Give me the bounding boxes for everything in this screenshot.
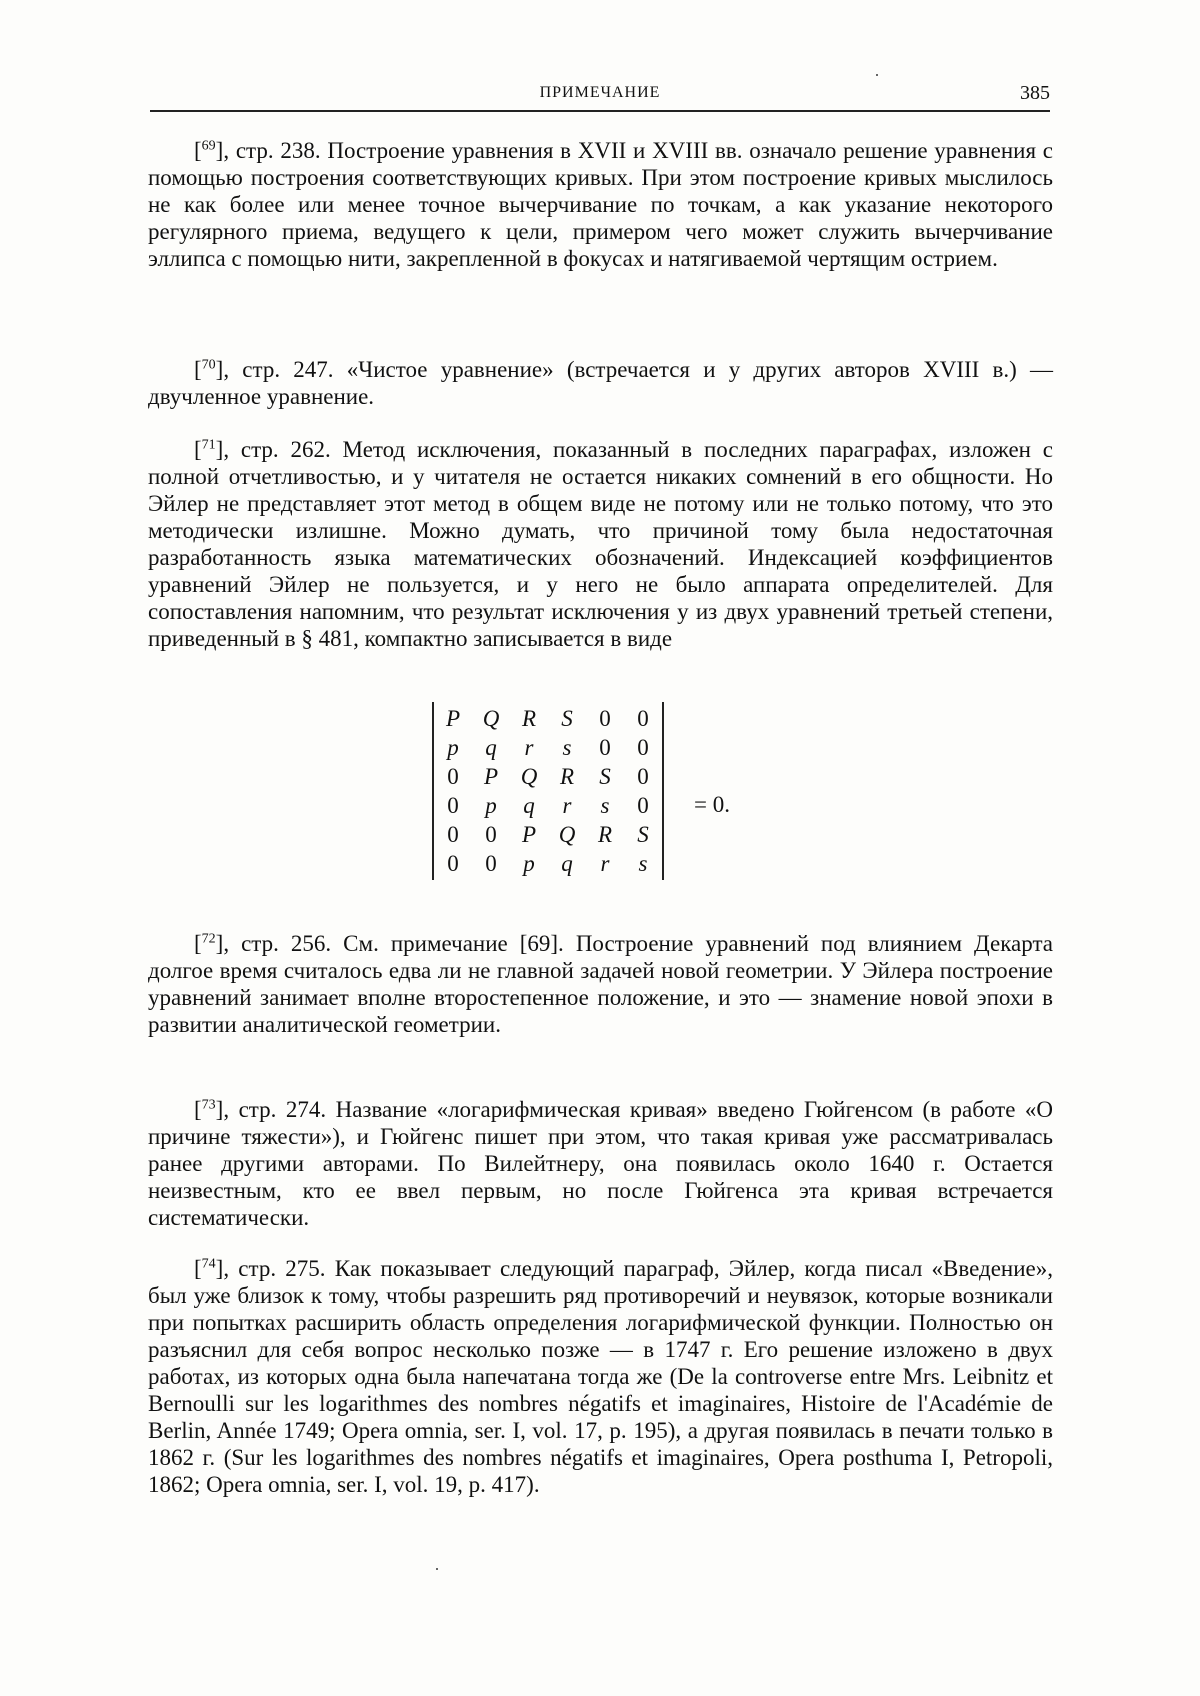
determinant-cell: q bbox=[472, 735, 510, 761]
determinant-cell: R bbox=[510, 706, 548, 732]
determinant-cell: Q bbox=[548, 822, 586, 848]
page-number: 385 bbox=[1020, 82, 1050, 105]
note-74 bbox=[148, 1255, 1053, 1498]
determinant-cell: S bbox=[586, 764, 624, 790]
note-text: Метод исключения, показанный в последних параграфах, изложен с полной отчетливостью, и у читателя не остается никаких сомнений в его общности. Но Эйлер не представляет этот метод в общем виде не потому или не только потому, что это методически излишне. Можно думать, что причиной тому была недостаточная разработанность языка математических обозначений. Индексацией коэффициентов уравнений Эйлер не пользуется, и у него не было аппарата определителей. Для сопоставления напомним, что результат исключения y из двух уравнений третьей степени, приведенный в § 481, компактно записывается в виде bbox=[148, 437, 1053, 651]
determinant-cell: s bbox=[548, 735, 586, 761]
page-header bbox=[150, 82, 1050, 112]
note-page-ref: , стр. 256. bbox=[223, 931, 331, 956]
note-page-ref: , стр. 247. bbox=[223, 357, 333, 382]
determinant-cell: 0 bbox=[624, 764, 662, 790]
determinant-cell: p bbox=[434, 735, 472, 761]
determinant-cell: P bbox=[510, 822, 548, 848]
determinant-cell: s bbox=[586, 793, 624, 819]
determinant-cell: r bbox=[548, 793, 586, 819]
determinant-cell: q bbox=[510, 793, 548, 819]
note-number: 74 bbox=[202, 1256, 216, 1271]
determinant-cell: 0 bbox=[434, 793, 472, 819]
determinant-cell: 0 bbox=[586, 735, 624, 761]
note-72 bbox=[148, 930, 1053, 1038]
determinant-equals: = 0. bbox=[694, 792, 730, 818]
determinant-cell: r bbox=[586, 851, 624, 877]
determinant-row bbox=[434, 791, 662, 820]
determinant-cell: 0 bbox=[434, 851, 472, 877]
note-text: Название «логарифмическая кривая» введено Гюйгенсом (в работе «О причине тяжести»), и Гюйгенс пишет при этом, что такая кривая уже рассматривалась ранее другими авторами. По Вилейтнеру, она появилась около 1640 г. Остается неизвестным, кто ее ввел первым, но после Гюйгенса эта кривая встречается систематически. bbox=[148, 1097, 1053, 1230]
note-71 bbox=[148, 436, 1053, 652]
determinant-cell: q bbox=[548, 851, 586, 877]
determinant-row bbox=[434, 820, 662, 849]
determinant-cell: P bbox=[472, 764, 510, 790]
determinant-cell: p bbox=[472, 793, 510, 819]
note-ref: [69], стр. 238. bbox=[194, 138, 321, 163]
note-page-ref: , стр. 274. bbox=[223, 1097, 326, 1122]
note-ref: [72], стр. 256. bbox=[194, 931, 331, 956]
note-text: Как показывает следующий параграф, Эйлер, когда писал «Введение», был уже близок к тому, чтобы разрешить ряд противоречий и неувязок, которые возникали при попытках расширить область определения логарифмической функции. Полностью он разъяснил для себя вопрос несколько позже — в 1747 г. Его решение изложено в двух работах, из которых одна была напечатана тогда же (De la controverse entre Mrs. Leibnitz et Bernoulli sur les logarithmes des nombres négatifs et imaginaires, Histoire de l'Académie de Berlin, Année 1749; Opera omnia, ser. I, vol. 17, p. 195), а другая появилась в печати только в 1862 г. (Sur les logarithmes des nombres négatifs et imaginaires, Opera posthuma I, Petropoli, 1862; Opera omnia, ser. I, vol. 19, p. 417). bbox=[148, 1256, 1053, 1497]
note-page-ref: , стр. 262. bbox=[223, 437, 330, 462]
determinant-cell: R bbox=[586, 822, 624, 848]
note-number: 72 bbox=[202, 931, 216, 946]
note-number: 73 bbox=[202, 1097, 216, 1112]
note-page-ref: , стр. 238. bbox=[223, 138, 320, 163]
determinant-cell: s bbox=[624, 851, 662, 877]
determinant-cell: 0 bbox=[624, 706, 662, 732]
determinant-cell: Q bbox=[510, 764, 548, 790]
determinant-cell: R bbox=[548, 764, 586, 790]
note-text: См. примечание [69]. Построение уравнений под влиянием Декарта долгое время считалось едва ли не главной задачей новой геометрии. У Эйлера построение уравнений занимает вполне второстепенное положение, и это — знамение новой эпохи в развитии аналитической геометрии. bbox=[148, 931, 1053, 1037]
determinant-cell: 0 bbox=[624, 793, 662, 819]
determinant-cell: r bbox=[510, 735, 548, 761]
scan-speck bbox=[436, 1568, 438, 1570]
determinant-row bbox=[434, 704, 662, 733]
determinant-cell: p bbox=[510, 851, 548, 877]
note-ref: [73], стр. 274. bbox=[194, 1097, 326, 1122]
determinant-cell: Q bbox=[472, 706, 510, 732]
note-ref: [71], стр. 262. bbox=[194, 437, 331, 462]
determinant-row bbox=[434, 849, 662, 878]
note-page-ref: , стр. 275. bbox=[223, 1256, 325, 1281]
note-ref: [70], стр. 247. bbox=[194, 357, 334, 382]
scan-speck bbox=[876, 74, 878, 76]
note-text: «Чистое уравнение» (встречается и у других авторов XVIII в.) — двучленное уравнение. bbox=[148, 357, 1053, 409]
determinant-cell: 0 bbox=[586, 706, 624, 732]
determinant bbox=[432, 702, 664, 880]
note-number: 70 bbox=[202, 357, 216, 372]
determinant-cell: P bbox=[434, 706, 472, 732]
determinant-cell: 0 bbox=[472, 851, 510, 877]
determinant-row bbox=[434, 733, 662, 762]
note-number: 71 bbox=[202, 437, 216, 452]
note-73 bbox=[148, 1096, 1053, 1231]
note-ref: [74], стр. 275. bbox=[194, 1256, 326, 1281]
running-title: ПРИМЕЧАНИЕ bbox=[150, 84, 1050, 102]
determinant-cell: S bbox=[624, 822, 662, 848]
determinant-cell: 0 bbox=[434, 822, 472, 848]
note-number: 69 bbox=[202, 138, 216, 153]
determinant-cell: S bbox=[548, 706, 586, 732]
determinant-cell: 0 bbox=[472, 822, 510, 848]
book-page bbox=[0, 0, 1200, 1696]
note-text: Построение уравнения в XVII и XVIII вв. означало решение уравнения с помощью построения соответствующих кривых. При этом построение кривых мыслилось не как более или менее точное вычерчивание по точкам, а как указание некоторого регулярного приема, ведущего к цели, примером чего может служить вычерчивание эллипса с помощью нити, закрепленной в фокусах и натягиваемой чертящим острием. bbox=[148, 138, 1053, 271]
note-70 bbox=[148, 356, 1053, 410]
determinant-row bbox=[434, 762, 662, 791]
determinant-cell: 0 bbox=[434, 764, 472, 790]
determinant-body bbox=[432, 702, 664, 880]
note-69 bbox=[148, 137, 1053, 272]
determinant-cell: 0 bbox=[624, 735, 662, 761]
